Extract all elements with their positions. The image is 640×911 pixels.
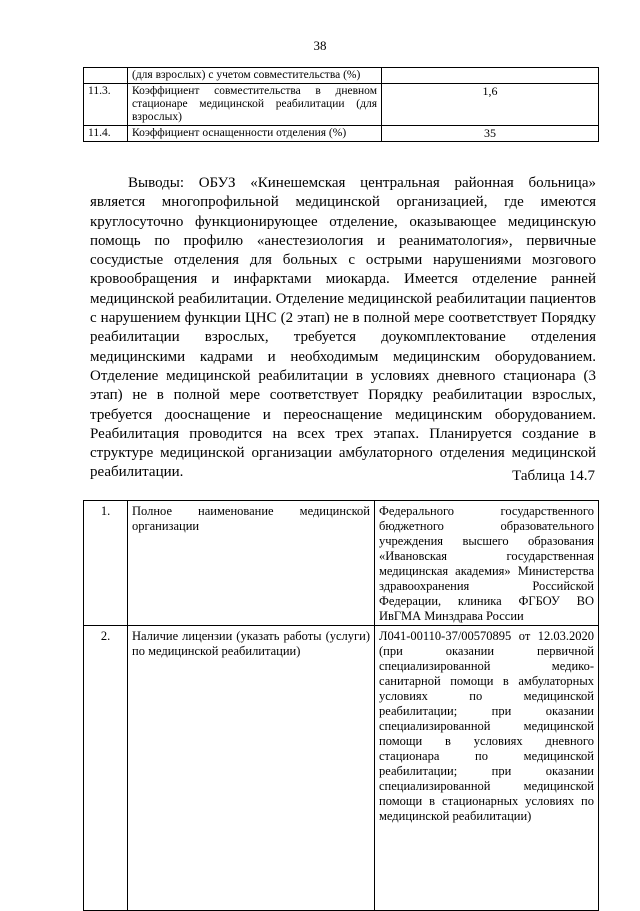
row-number: 1. <box>84 501 128 626</box>
row-number <box>84 68 128 84</box>
table-row <box>84 501 599 626</box>
row-value: 1,6 <box>382 84 599 126</box>
page-number: 38 <box>313 38 327 53</box>
table-caption: Таблица 14.7 <box>512 468 595 484</box>
row-value: 35 <box>382 126 599 142</box>
table-row <box>84 626 599 911</box>
table-row <box>84 68 599 84</box>
row-number: 2. <box>84 626 128 911</box>
row-value: Л041-00110-37/00570895 от 12.03.2020 (при оказании первичной специализированной медико-санитарной помощи в амбулаторных условиях по медицинской реабилитации; при оказании специализированной медицинской помощи в условиях дневного стационара по медицинской реабилитации; при оказании специализированной медицинской помощи в стационарных условиях по медицинской реабилитации) <box>375 626 599 911</box>
row-indicator: (для взрослых) с учетом совместительства (%) <box>128 68 382 84</box>
table-row <box>84 84 599 126</box>
row-indicator: Коэффициент оснащенности отделения (%) <box>128 126 382 142</box>
row-number: 11.3. <box>84 84 128 126</box>
organization-info-table <box>83 500 599 911</box>
row-value <box>382 68 599 84</box>
row-parameter: Полное наименование медицинской организации <box>128 501 375 626</box>
table-row <box>84 126 599 142</box>
indicators-table-continued <box>83 67 599 142</box>
row-parameter: Наличие лицензии (указать работы (услуги) по медицинской реабилитации) <box>128 626 375 911</box>
conclusion-paragraph: Выводы: ОБУЗ «Кинешемская центральная районная больница» является многопрофильной медицинской организацией, где имеются круглосуточно функционирующее отделение, оказывающее медицинскую помощь по профилю «анестезиология и реаниматология», первичные сосудистые отделения для больных с острыми нарушениями мозгового кровообращения и инфарктами миокарда. Имеется отделение ранней медицинской реабилитации. Отделение медицинской реабилитации пациентов с нарушением функции ЦНС (2 этап) не в полной мере соответствует Порядку реабилитации взрослых, требуется доукомплектование отделения медицинскими кадрами и необходимым медицинским оборудованием. Отделение медицинской реабилитации в условиях дневного стационара (3 этап) не в полной мере соответствует Порядку реабилитации взрослых, требуется дооснащение и переоснащение медицинским оборудованием. Реабилитация проводится на всех трех этапах. Планируется создание в структуре медицинской организации амбулаторного отделения медицинской реабилитации. <box>90 175 596 481</box>
row-value: Федерального государственного бюджетного образовательного учреждения высшего образования «Ивановская государственная медицинская академия» Министерства здравоохранения Российской Федерации, клиника ФГБОУ ВО ИвГМА Минздрава России <box>375 501 599 626</box>
row-number: 11.4. <box>84 126 128 142</box>
row-indicator: Коэффициент совместительства в дневном стационаре медицинской реабилитации (для взрослых) <box>128 84 382 126</box>
